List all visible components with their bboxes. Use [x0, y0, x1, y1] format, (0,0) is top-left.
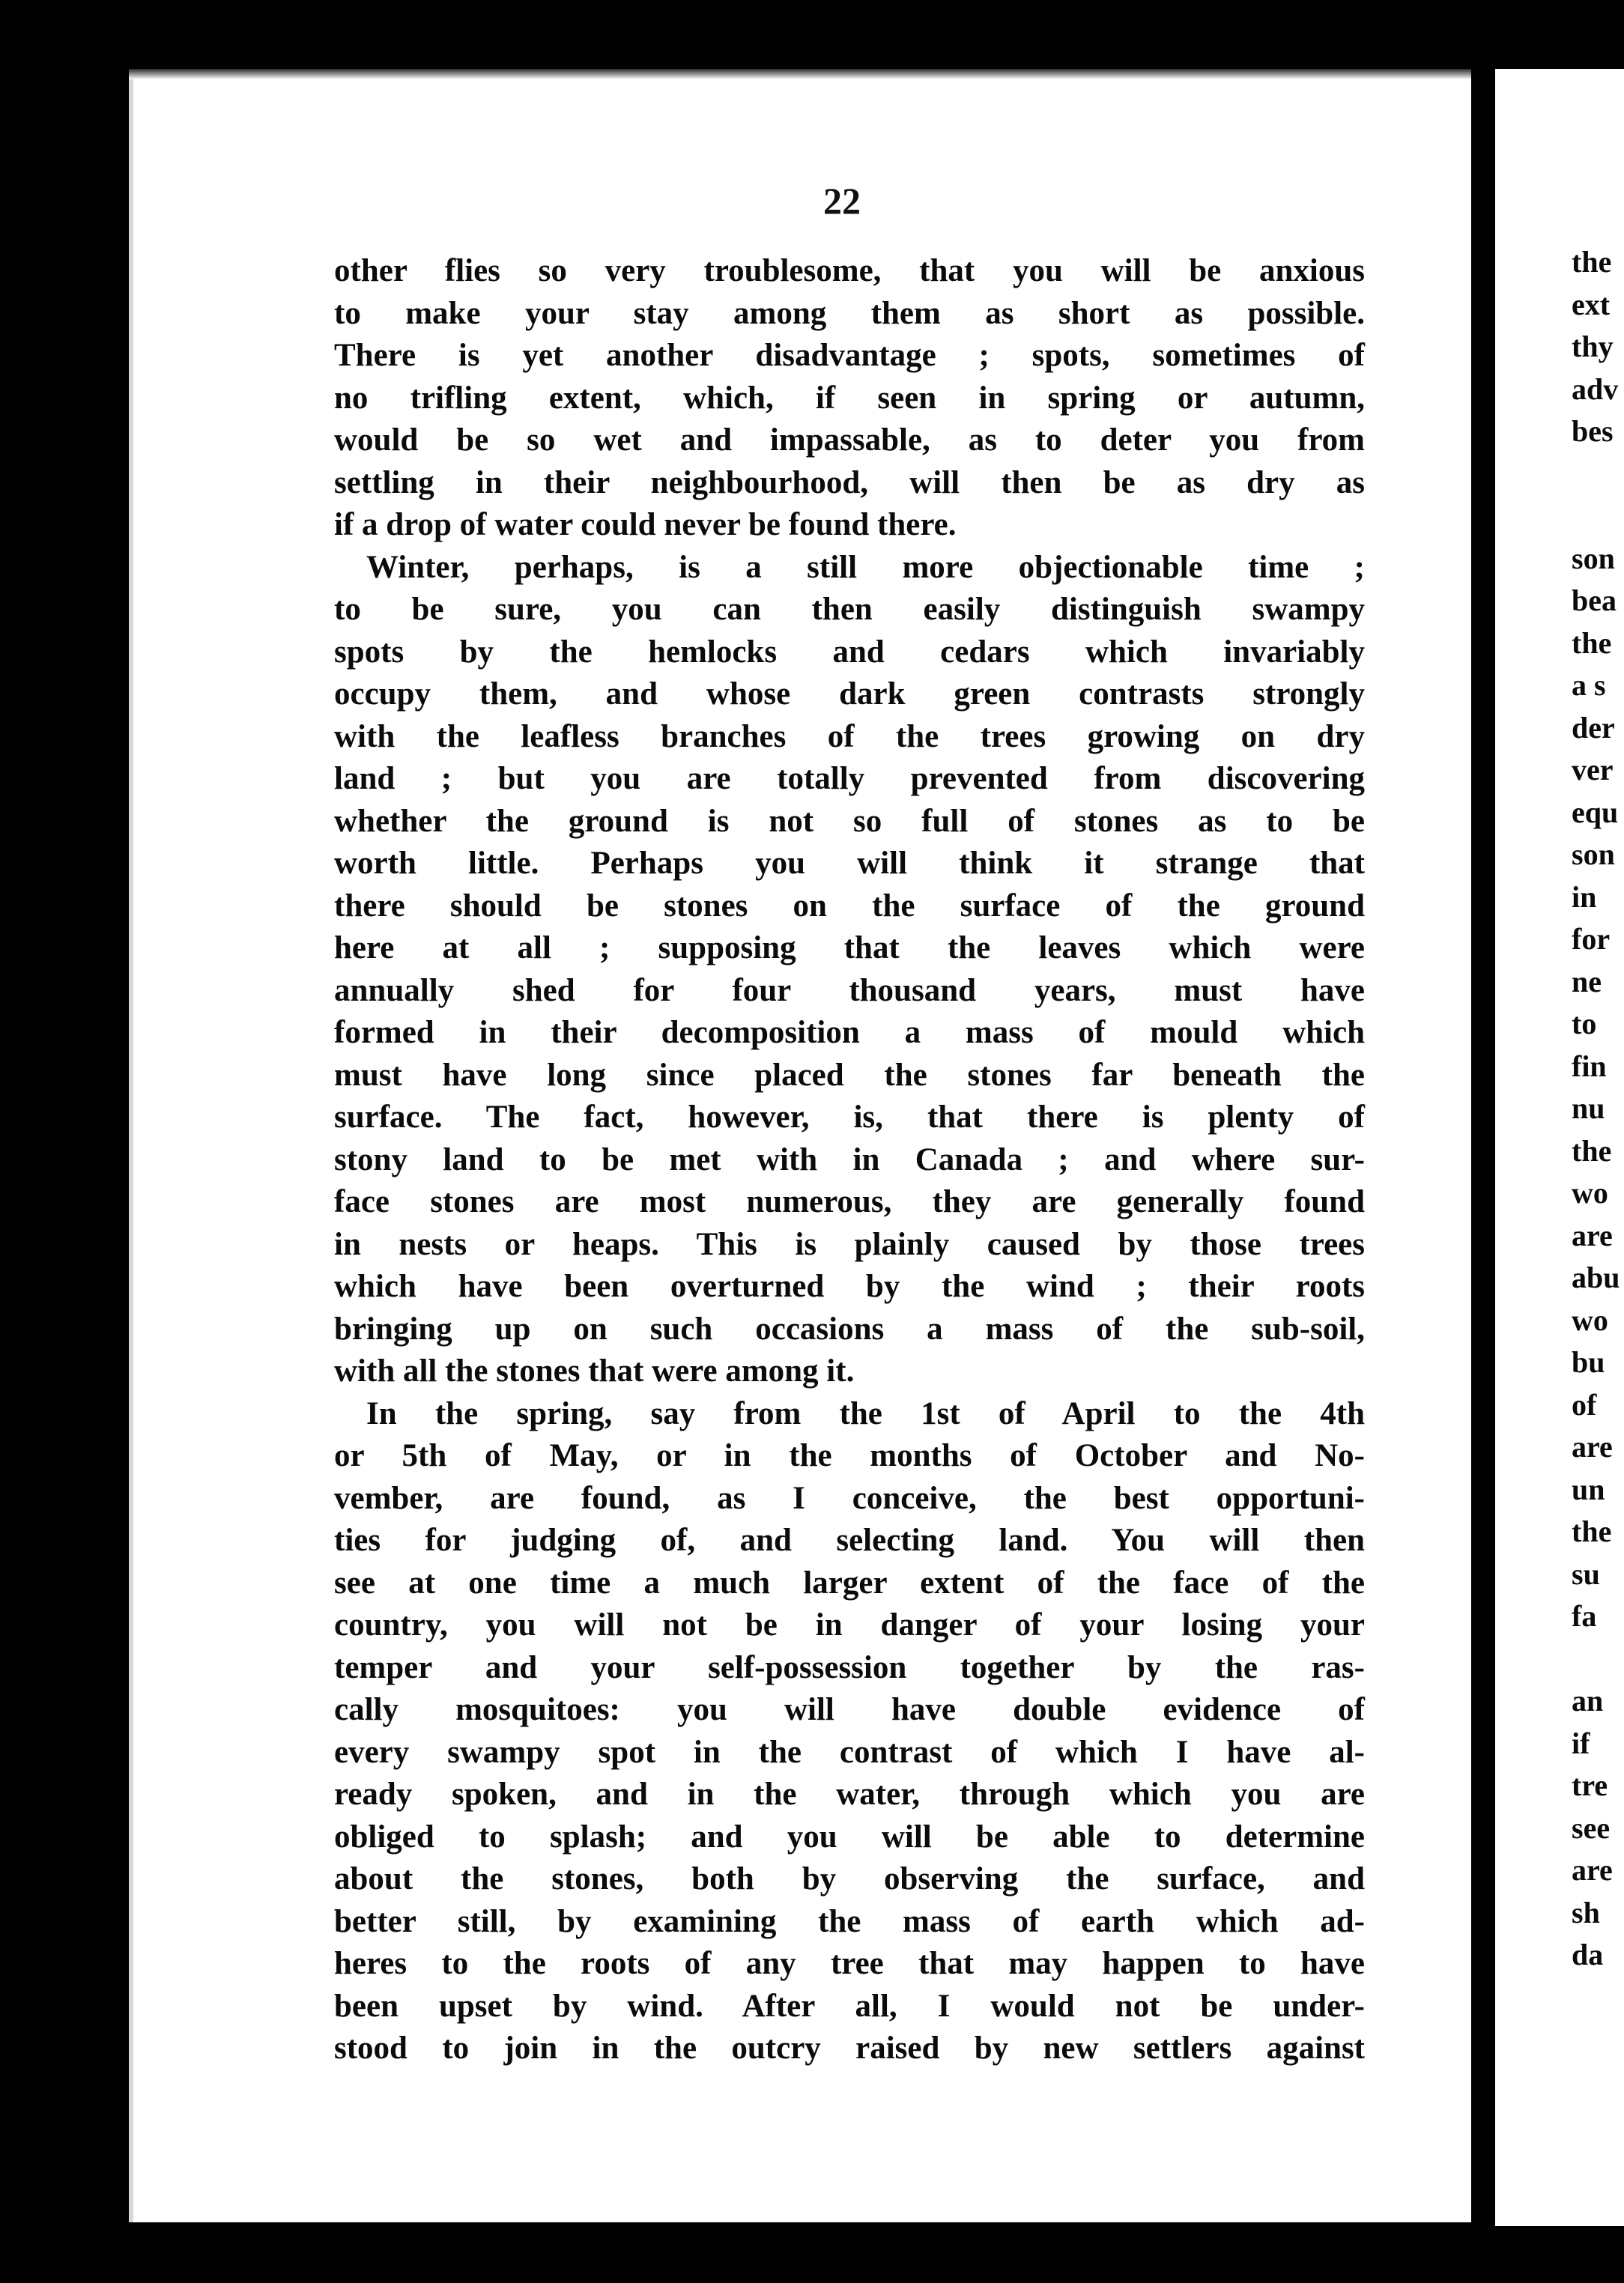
text-line: vember, are found, as I conceive, the best opportuni- — [334, 1480, 1365, 1516]
text-line: In the spring, say from the 1st of April to the 4th — [334, 1395, 1365, 1431]
text-line: country, you will not be in danger of your losing your — [334, 1607, 1365, 1643]
text-line: been upset by wind. After all, I would not be under- — [334, 1988, 1365, 2024]
text-line: or 5th of May, or in the months of October and No- — [334, 1438, 1365, 1473]
text-line: ties for judging of, and selecting land. You will then — [334, 1523, 1365, 1558]
facing-page-fragment: are — [1572, 1853, 1613, 1887]
text-line: worth little. Perhaps you will think it strange that — [334, 846, 1365, 881]
text-line: heres to the roots of any tree that may happen to have — [334, 1946, 1365, 1981]
facing-page-fragment — [1572, 495, 1624, 538]
text-line: no trifling extent, which, if seen in spring or autumn, — [334, 380, 1365, 416]
text-line: surface. The fact, however, is, that there is plenty of — [334, 1100, 1365, 1135]
text-line: annually shed for four thousand years, must have — [334, 972, 1365, 1008]
text-line: formed in their decomposition a mass of mould which — [334, 1015, 1365, 1050]
facing-page-fragment: in — [1572, 879, 1597, 914]
text-line: in nests or heaps. This is plainly caused by those trees — [334, 1226, 1365, 1262]
facing-page-fragment: bu — [1572, 1345, 1605, 1379]
facing-page-fragment: an — [1572, 1684, 1604, 1717]
facing-page-text-fragments — [1572, 241, 1624, 1977]
facing-page-fragment: wo — [1572, 1176, 1608, 1210]
text-line: other flies so very troublesome, that you will be anxious — [334, 253, 1365, 288]
text-line: whether the ground is not so full of stones as to be — [334, 803, 1365, 839]
facing-page-fragment: if — [1572, 1726, 1590, 1760]
facing-page-fragment: fin — [1572, 1049, 1607, 1083]
page-top-edge — [129, 69, 1471, 79]
text-line: see at one time a much larger extent of the face of the — [334, 1565, 1365, 1601]
page-number: 22 — [823, 180, 861, 222]
text-line: bringing up on such occasions a mass of the sub-soil, — [334, 1311, 1365, 1347]
facing-page-fragment — [1572, 1638, 1624, 1681]
facing-page-fragment: wo — [1572, 1303, 1608, 1337]
facing-page-fragment: da — [1572, 1938, 1604, 1971]
text-line: stood to join in the outcry raised by new settlers against — [334, 2031, 1365, 2066]
text-line: cally mosquitoes: you will have double evidence of — [334, 1692, 1365, 1727]
text-line: would be so wet and impassable, as to deter you from — [334, 422, 1365, 458]
facing-page-fragment: bea — [1572, 583, 1617, 617]
facing-page-fragment: ne — [1572, 964, 1602, 998]
facing-page-fragment: bes — [1572, 414, 1614, 448]
facing-page-fragment: a s — [1572, 668, 1606, 702]
text-line: land ; but you are totally prevented from discovering — [334, 761, 1365, 796]
facing-page-fragment: the — [1572, 1515, 1612, 1548]
facing-page-fragment: son — [1572, 837, 1615, 871]
facing-page-fragment: adv — [1572, 372, 1619, 406]
text-line: There is yet another disadvantage ; spots, sometimes of — [334, 338, 1365, 373]
text-line: settling in their neighbourhood, will then be as dry as — [334, 464, 1365, 500]
text-line: if a drop of water could never be found there. — [334, 507, 957, 542]
text-line: obliged to splash; and you will be able to determine — [334, 1819, 1365, 1855]
facing-page-fragment: der — [1572, 710, 1615, 745]
facing-page-fragment: ext — [1572, 287, 1611, 321]
facing-page-fragment: to — [1572, 1007, 1597, 1040]
text-line: better still, by examining the mass of earth which ad- — [334, 1903, 1365, 1939]
text-line: Winter, perhaps, is a still more objectionable time ; — [334, 549, 1365, 585]
facing-page-fragment: see — [1572, 1810, 1611, 1845]
facing-page-fragment: abu — [1572, 1261, 1620, 1294]
text-line: every swampy spot in the contrast of which I have al- — [334, 1734, 1365, 1770]
facing-page-fragment: equ — [1572, 795, 1619, 829]
text-line: here at all ; supposing that the leaves which were — [334, 930, 1365, 965]
facing-page-fragment: su — [1572, 1556, 1600, 1591]
facing-page-fragment: son — [1572, 541, 1615, 575]
body-text — [334, 250, 1365, 2070]
facing-page-fragment: for — [1572, 922, 1611, 956]
text-line: must have long since placed the stones far beneath the — [334, 1057, 1365, 1093]
text-line: ready spoken, and in the water, through which you are — [334, 1777, 1365, 1812]
text-line: with all the stones that were among it. — [334, 1353, 855, 1389]
facing-page-fragment: un — [1572, 1472, 1605, 1506]
text-line: about the stones, both by observing the surface, and — [334, 1861, 1365, 1897]
facing-page-fragment — [1572, 453, 1624, 496]
text-line: to make your stay among them as short as possible. — [334, 295, 1365, 331]
facing-page-fragment: of — [1572, 1387, 1597, 1422]
text-line: temper and your self-possession together by the ras- — [334, 1649, 1365, 1685]
facing-page-fragment: ver — [1572, 753, 1614, 786]
text-line: spots by the hemlocks and cedars which invariably — [334, 634, 1365, 670]
facing-page-fragment: the — [1572, 245, 1612, 279]
facing-page-fragment: fa — [1572, 1599, 1597, 1633]
text-line: with the leafless branches of the trees growing on dry — [334, 718, 1365, 754]
text-line: there should be stones on the surface of the ground — [334, 888, 1365, 924]
facing-page-fragment: the — [1572, 1133, 1612, 1168]
facing-page-fragment: tre — [1572, 1768, 1608, 1802]
text-line: which have been overturned by the wind ; their roots — [334, 1269, 1365, 1304]
facing-page-fragment: sh — [1572, 1895, 1600, 1929]
text-line: face stones are most numerous, they are generally found — [334, 1184, 1365, 1219]
facing-page-fragment: are — [1572, 1218, 1613, 1252]
facing-page-fragment: nu — [1572, 1091, 1605, 1125]
facing-page-fragment: are — [1572, 1430, 1613, 1464]
facing-page-fragment: the — [1572, 625, 1612, 660]
text-line: stony land to be met with in Canada ; and where sur- — [334, 1142, 1365, 1177]
facing-page-fragment: thy — [1572, 330, 1614, 363]
text-line: to be sure, you can then easily distinguish swampy — [334, 592, 1365, 627]
text-line: occupy them, and whose dark green contrasts strongly — [334, 676, 1365, 712]
